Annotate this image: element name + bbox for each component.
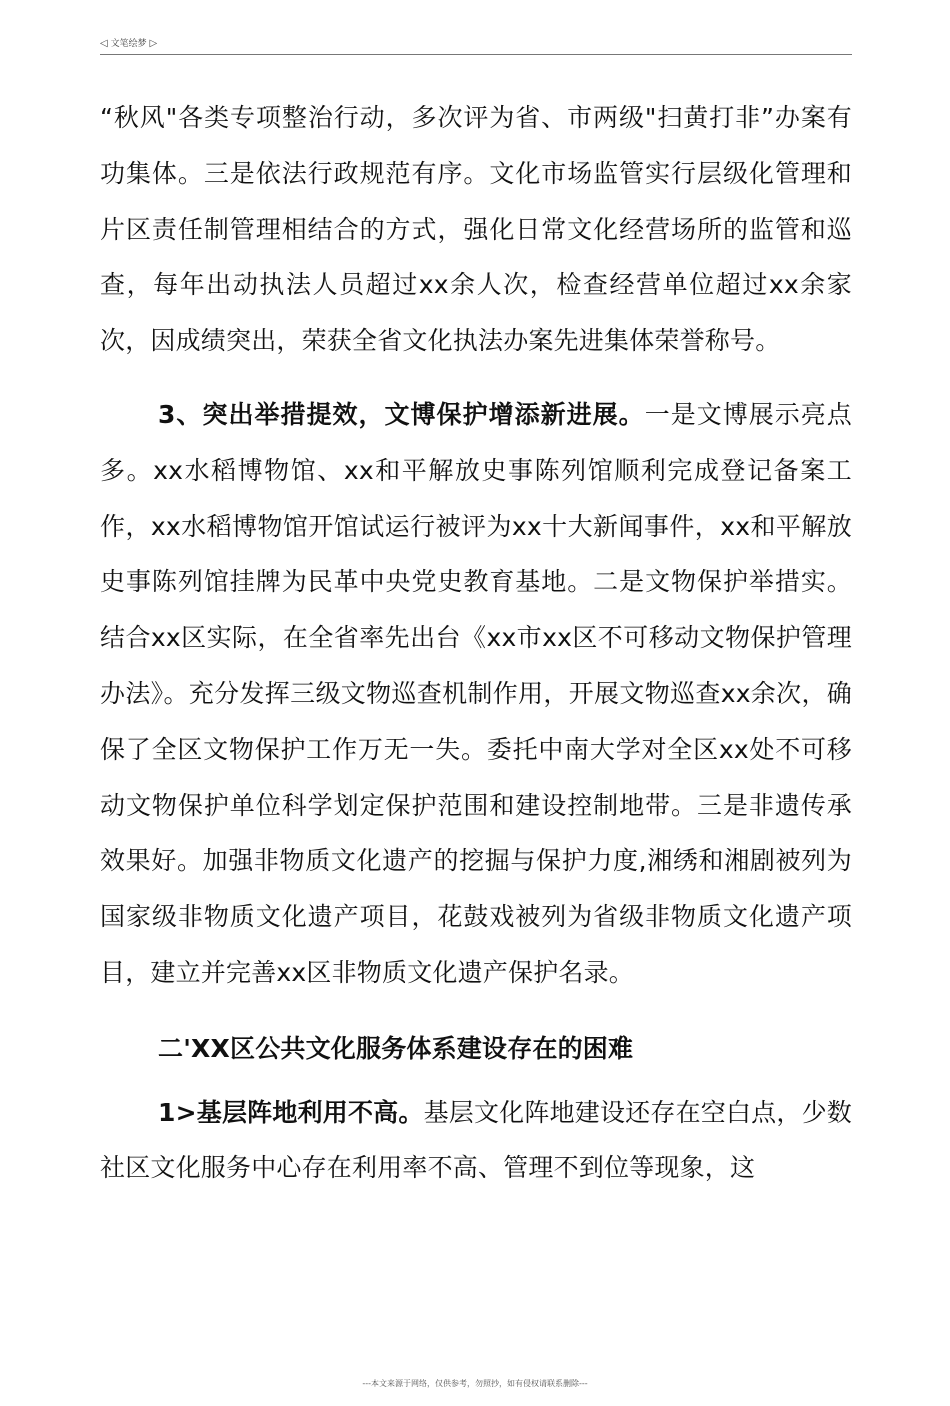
section-heading: 3、突出举措提效，文博保护增添新进展。 — [158, 399, 645, 429]
document-body — [100, 90, 852, 1196]
page-footer: ---本文来源于网络，仅供参考，勿照抄，如有侵权请联系删除--- — [362, 1379, 588, 1388]
header-title: 文笔绘梦 — [110, 39, 147, 49]
chapter-heading — [100, 1021, 852, 1077]
paragraph-text: 一是文博展示亮点多。xx水稻博物馆、xx和平解放史事陈列馆顺利完成登记备案工作，xx水稻博物馆开馆试运行被评为xx十大新闻事件，xx和平解放史事陈列馆挂牌为民革中央党史教育基地。二是文物保护举措实。结合xx区实际，在全省率先出台《xx市xx区不可移动文物保护管理办法》。充分发挥三级文物巡查机制作用，开展文物巡查xx余次，确保了全区文物保护工作万无一失。委托中南大学对全区xx处不可移动文物保护单位科学划定保护范围和建设控制地带。三是非遗传承效果好。加强非物质文化遗产的挖掘与保护力度,湘绣和湘剧被列为国家级非物质文化遗产项目，花鼓戏被列为省级非物质文化遗产项目，建立并完善xx区非物质文化遗产保护名录。 — [100, 399, 852, 987]
right-triangle-icon: ▷ — [149, 38, 158, 49]
chapter-title: 二'XX区公共文化服务体系建设存在的困难 — [158, 1033, 634, 1063]
paragraph-text: 基层文化阵地建设还存在空白点，少数社区文化服务中心存在利用率不高、管理不到位等现象，这 — [100, 1097, 852, 1183]
paragraph-text: “秋风"各类专项整治行动，多次评为省、市两级"扫黄打非”办案有功集体。三是依法行政规范有序。文化市场监管实行层级化管理和片区责任制管理相结合的方式，强化日常文化经营场所的监管和巡查，每年出动执法人员超过xx余人次，检查经营单位超过xx余家次，因成绩突出，荣获全省文化执法办案先进集体荣誉称号。 — [100, 103, 852, 356]
paragraph-section-3 — [100, 387, 852, 1001]
paragraph-continuation — [100, 90, 852, 369]
page-header — [100, 38, 852, 55]
paragraph-item-1 — [100, 1085, 852, 1197]
item-heading: 1>基层阵地利用不高。 — [158, 1097, 424, 1127]
left-triangle-icon: ◁ — [100, 38, 108, 49]
